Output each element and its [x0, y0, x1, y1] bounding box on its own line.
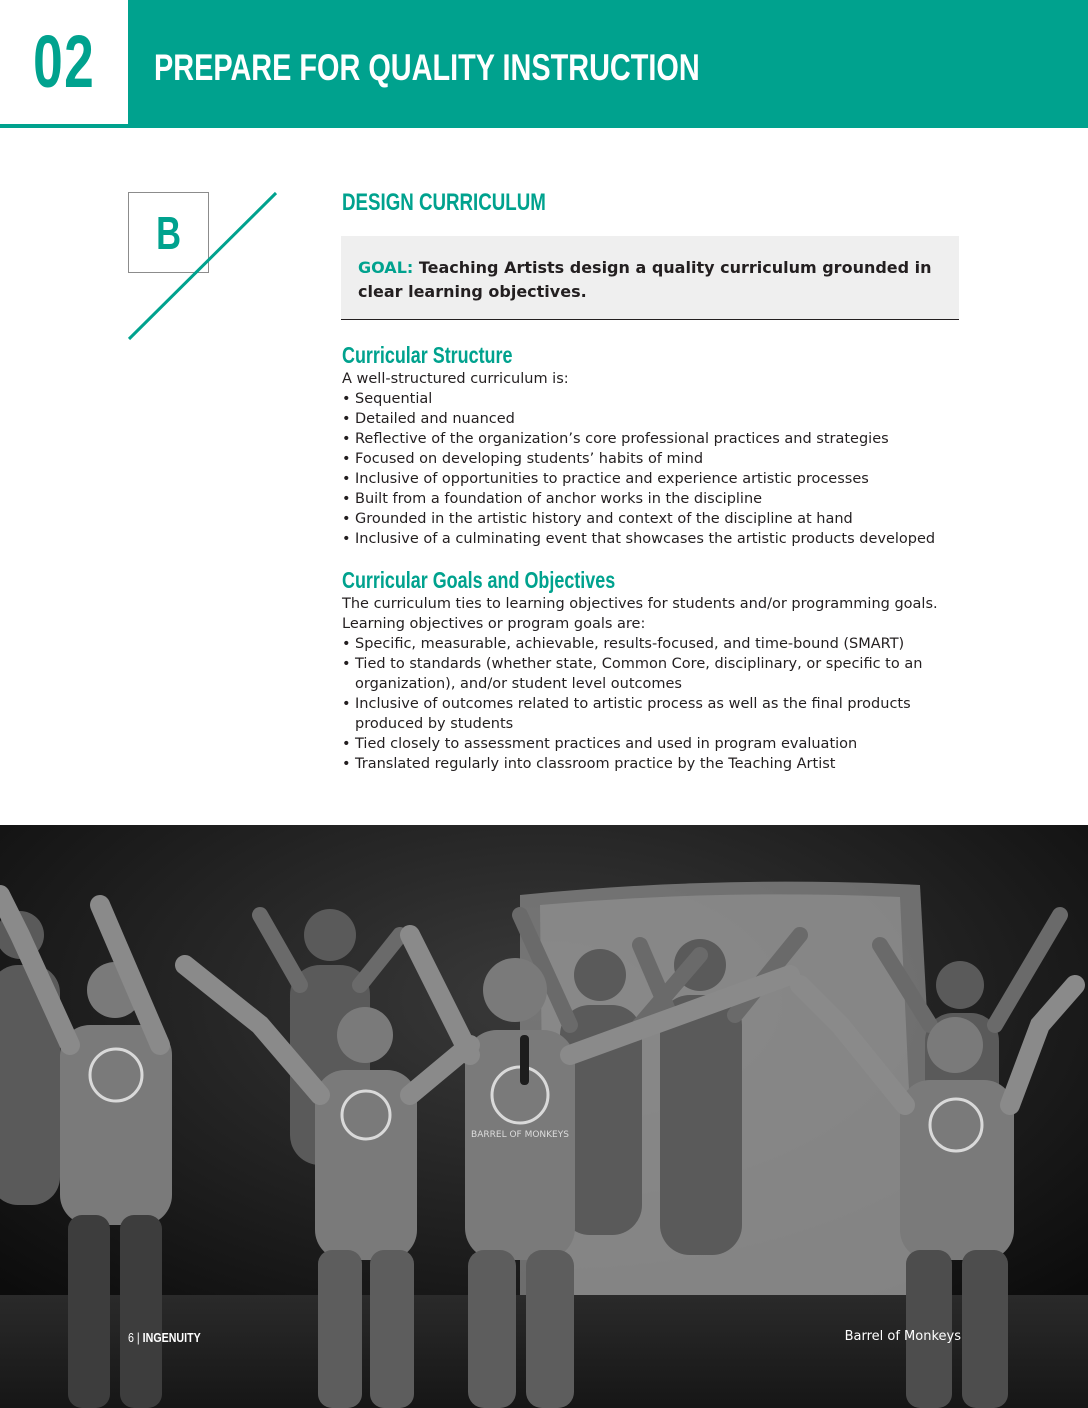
list-item: • Inclusive of a culminating event that showcases the artistic products developed [342, 529, 962, 549]
curricular-structure-heading: Curricular Structure [342, 342, 513, 368]
list-item: • Focused on developing students’ habits of mind [342, 449, 962, 469]
list-item: • Tied to standards (whether state, Common Core, disciplinary, or specific to an organization), and/or student level outcomes [342, 654, 932, 694]
curricular-goals-heading: Curricular Goals and Objectives [342, 567, 616, 593]
section-number: 02 [32, 20, 96, 103]
curricular-structure-intro: A well-structured curriculum is: [342, 371, 569, 387]
list-item: • Inclusive of outcomes related to artistic process as well as the final products produced by students [342, 694, 932, 734]
footer-left [128, 1330, 201, 1345]
list-item: • Translated regularly into classroom practice by the Teaching Artist [342, 754, 932, 774]
section-number-box [0, 0, 128, 124]
list-item: • Built from a foundation of anchor works in the discipline [342, 489, 962, 509]
goal-label: GOAL: [358, 258, 414, 277]
curricular-structure-list [342, 389, 962, 549]
list-item: • Sequential [342, 389, 962, 409]
list-item: • Detailed and nuanced [342, 409, 962, 429]
curricular-goals-list [342, 634, 932, 774]
curricular-structure-section [342, 341, 962, 549]
diagonal-rule [126, 190, 280, 342]
list-item: • Specific, measurable, achievable, results-focused, and time-bound (SMART) [342, 634, 932, 654]
footer-separator: | [136, 1330, 140, 1345]
curricular-goals-intro-1: The curriculum ties to learning objectives for students and/or programming goals. [342, 596, 938, 612]
footer-brand: INGENUITY [142, 1330, 201, 1345]
goal-box [341, 236, 959, 320]
list-item: • Grounded in the artistic history and context of the discipline at hand [342, 509, 962, 529]
subsection-title: DESIGN CURRICULUM [342, 189, 546, 216]
performance-photo [0, 825, 1088, 1408]
page-number: 6 [128, 1330, 134, 1345]
goal-statement [358, 256, 943, 304]
shirt-logo-text: BARREL OF MONKEYS [471, 1130, 569, 1140]
curricular-goals-intro-2: Learning objectives or program goals are: [342, 616, 646, 632]
performers-illustration [0, 825, 1088, 1408]
photo-credit: Barrel of Monkeys [844, 1329, 961, 1344]
list-item: • Tied closely to assessment practices and used in program evaluation [342, 734, 932, 754]
goal-text: Teaching Artists design a quality curriculum grounded in clear learning objectives. [358, 258, 932, 301]
list-item: • Reflective of the organization’s core professional practices and strategies [342, 429, 962, 449]
list-item: • Inclusive of opportunities to practice and experience artistic processes [342, 469, 962, 489]
curricular-goals-section [342, 566, 938, 774]
subsection-letter: B [156, 206, 181, 259]
section-title: PREPARE FOR QUALITY INSTRUCTION [154, 47, 700, 88]
